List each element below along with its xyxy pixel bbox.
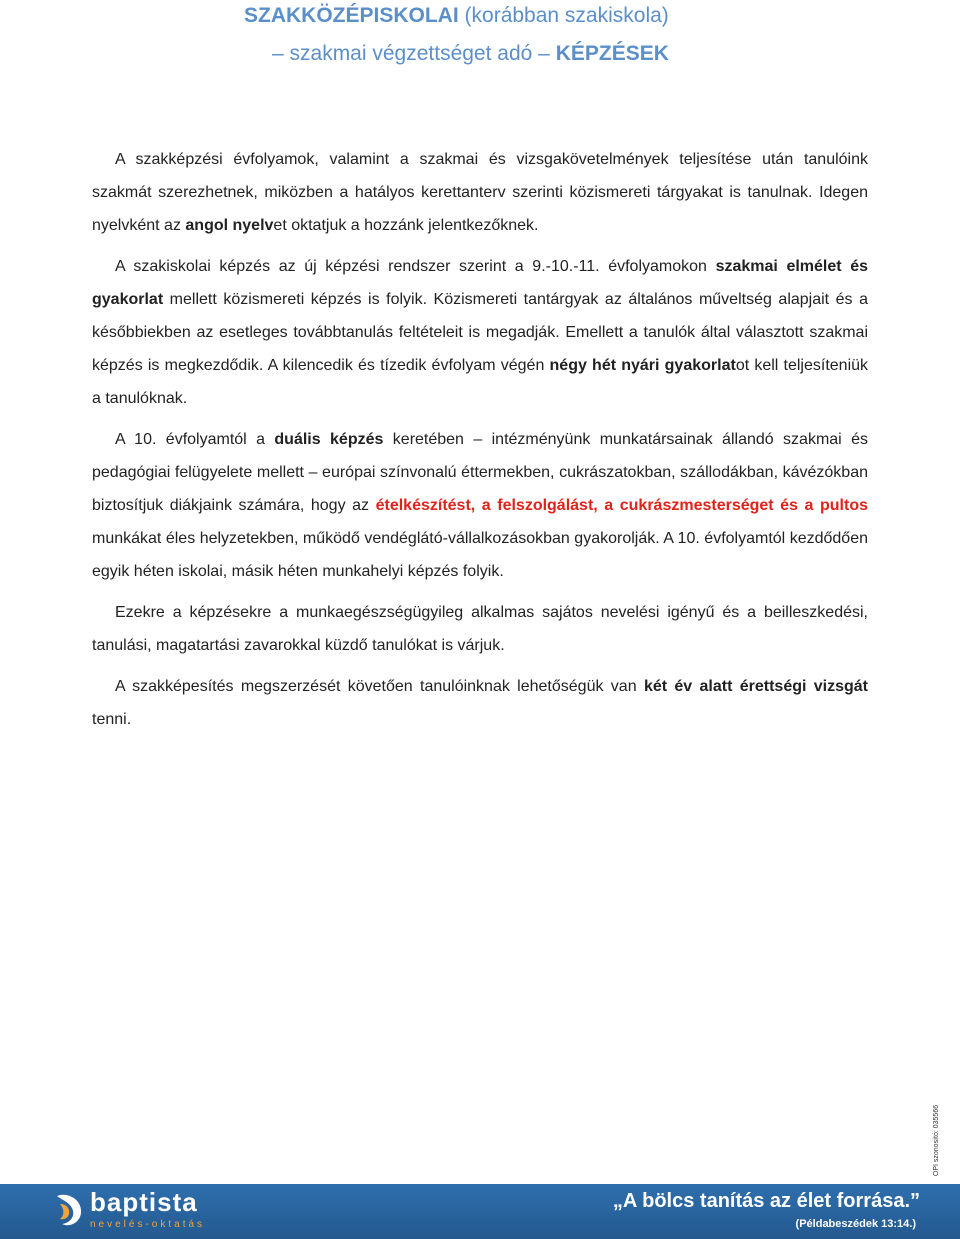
emphasis-text: négy hét nyári gyakorlat bbox=[549, 357, 736, 374]
baptista-logo-icon bbox=[54, 1190, 84, 1230]
text-run: keretében – intézményünk munkatársainak állandó szakmai és pedagógiai felügyelete mellett – európai színvonalú éttermekben, cukrászatokban, szállodákban, kávézókban biztosítjuk diákjaink számára, hogy az bbox=[92, 431, 869, 514]
emphasis-text: angol nyelv bbox=[185, 217, 274, 234]
text-run: ot kell teljesíteniük a tanulóknak. bbox=[92, 357, 869, 407]
title-light: (korábban szakiskola) bbox=[458, 4, 669, 27]
text-run: munkákat éles helyzetekben, működő vendéglátó-vállalkozásokban gyakorolják. A 10. évfolyamtól kezdődően egyik héten iskolai, másik héten munkahelyi képzés folyik. bbox=[92, 530, 868, 580]
page-subtitle bbox=[272, 42, 669, 66]
side-code-text: OPI szonosító: 035566 bbox=[933, 1104, 941, 1176]
paragraph bbox=[92, 596, 868, 662]
subtitle-bold: KÉPZÉSEK bbox=[555, 42, 669, 65]
quote-reference: (Példabeszédek 13:14.) bbox=[795, 1218, 916, 1230]
footer-banner bbox=[0, 1184, 960, 1239]
text-run: A szakképesítés megszerzését követően tanulóinknak lehetőségük van bbox=[115, 678, 644, 695]
emphasis-text: két év alatt érettségi vizsgát bbox=[643, 678, 869, 695]
side-code bbox=[920, 1100, 954, 1180]
paragraph bbox=[92, 670, 868, 736]
brand-tagline: nevelés-oktatás bbox=[90, 1219, 206, 1230]
text-run: A szakképzési évfolyamok, valamint a szakmai és vizsgakövetelmények teljesítése után tanulóink szakmát szerezhetnek, miközben a hatályos kerettanterv szerinti közismereti tárgyakat is tanulnak. Idegen nyelvként az bbox=[92, 151, 868, 234]
body-text bbox=[92, 143, 868, 744]
paragraph bbox=[92, 143, 868, 242]
brand-name: baptista bbox=[90, 1187, 198, 1217]
text-run: mellett közismereti képzés is folyik. Közismereti tantárgyak az általános műveltség alapjait és a későbbiekben az esetleges továbbtanulás feltételeit is megadják. Emellett a tanulók által választott szakmai képzés is megkezdődik. A kilencedik és tízedik évfolyam végén bbox=[92, 291, 868, 374]
text-run: A szakiskolai képzés az új képzési rendszer szerint a 9.-10.-11. évfolyamokon bbox=[115, 258, 716, 275]
emphasis-text: szakmai elmélet és gyakorlat bbox=[92, 258, 869, 308]
highlight-text: ételkészítést, a felszolgálást, a cukrászmesterséget és a pultos bbox=[375, 497, 868, 514]
emphasis-text: duális képzés bbox=[274, 431, 384, 448]
subtitle-prefix: – szakmai végzettséget adó – bbox=[272, 42, 550, 65]
text-run: tenni. bbox=[92, 711, 132, 728]
text-run: et oktatjuk a hozzánk jelentkezőknek. bbox=[273, 217, 539, 234]
paragraph bbox=[92, 423, 868, 588]
paragraph bbox=[92, 250, 868, 415]
title-bold: SZAKKÖZÉPISKOLAI bbox=[244, 4, 459, 27]
text-run: Ezekre a képzésekre a munkaegészségügyileg alkalmas sajátos nevelési igényű és a beilleszkedési, tanulási, magatartási zavarokkal küzdő tanulókat is várjuk. bbox=[92, 604, 868, 654]
footer-quote: „A bölcs tanítás az élet forrása.” bbox=[612, 1190, 920, 1212]
text-run: A 10. évfolyamtól a bbox=[115, 431, 275, 448]
page-title bbox=[244, 4, 669, 28]
